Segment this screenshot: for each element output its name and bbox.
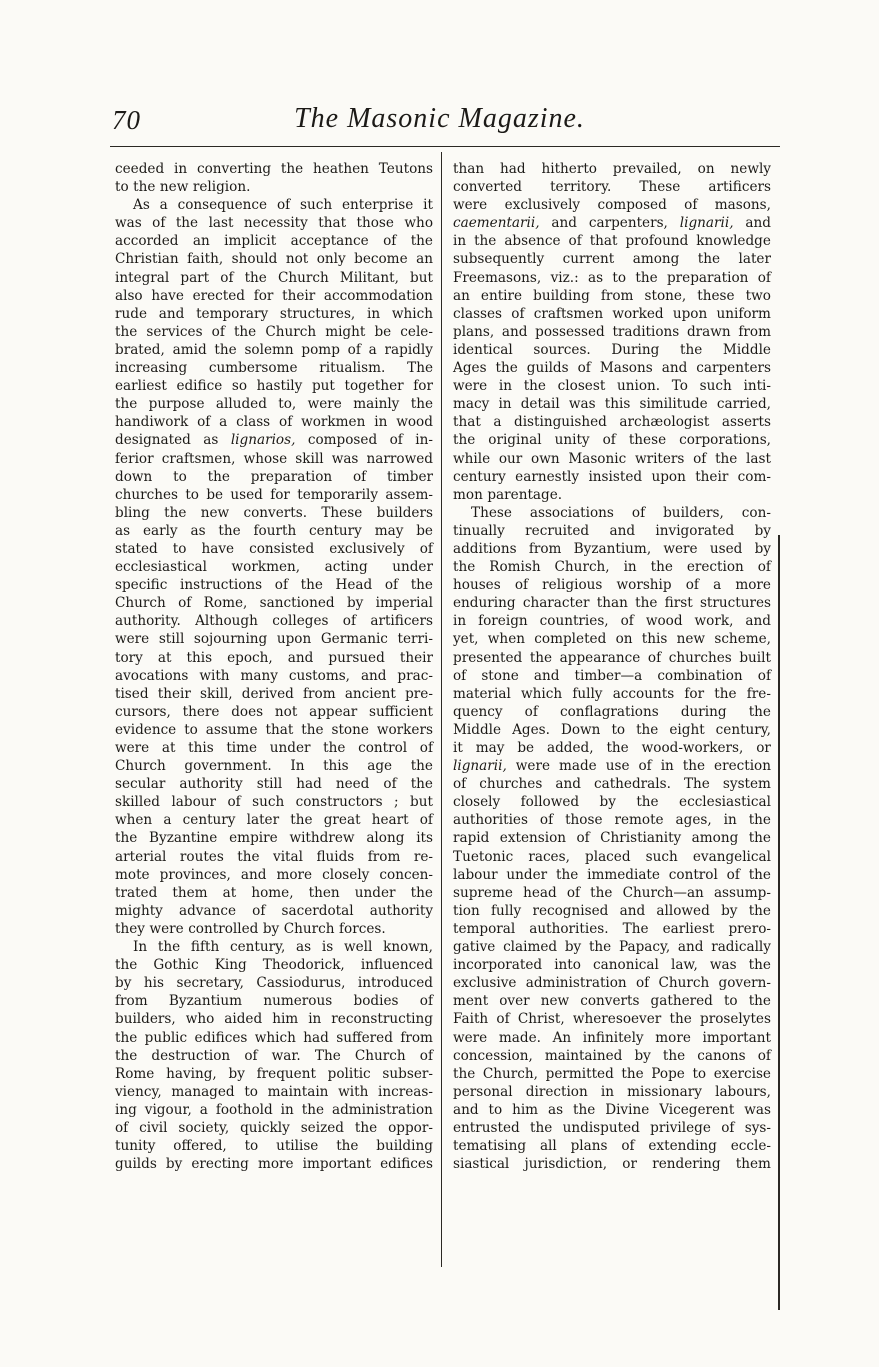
text-line: yet, when completed on this new scheme,: [453, 631, 771, 648]
text-line: lignarii, were made use of in the erection: [453, 758, 771, 775]
text-line: guilds by erecting more important edifices: [115, 1156, 433, 1173]
text-line: Rome having, by frequent politic subser-: [115, 1065, 433, 1082]
text-line: houses of religious worship of a more: [453, 577, 771, 594]
text-line: ecclesiastical workmen, acting under: [115, 559, 433, 576]
text-line: mon parentage.: [453, 486, 563, 503]
text-line: authority. Although colleges of artificers: [115, 613, 433, 630]
text-line: Faith of Christ, wheresoever the proselytes: [453, 1011, 771, 1028]
running-title: The Masonic Magazine.: [294, 103, 585, 134]
left-column: [115, 160, 433, 1173]
text-line: the Church, permitted the Pope to exercise: [453, 1065, 771, 1082]
text-line: rapid extension of Christianity among the: [453, 830, 771, 847]
text-line: ceeded in converting the heathen Teutons: [115, 161, 433, 177]
text-line: arterial routes the vital fluids from re-: [115, 848, 433, 865]
text-line: temporal authorities. The earliest prero-: [453, 920, 771, 937]
text-line: subsequently current among the later: [453, 251, 771, 268]
text-line: avocations with many customs, and prac-: [115, 667, 433, 684]
text-line: plans, and possessed traditions drawn from: [453, 323, 771, 340]
text-line: earliest edifice so hastily put together for: [115, 378, 433, 395]
text-line: bling the new converts. These builders: [115, 504, 433, 521]
text-line: integral part of the Church Militant, but: [115, 269, 433, 286]
text-line: enduring character than the first structures: [453, 595, 771, 612]
text-line: macy in detail was this similitude carried,: [453, 396, 771, 413]
text-line: they were controlled by Church forces.: [115, 920, 386, 937]
text-line: to the new religion.: [115, 179, 251, 196]
text-line: siastical jurisdiction, or rendering them: [453, 1156, 771, 1173]
text-line: mighty advance of sacerdotal authority: [115, 902, 433, 919]
text-line: trated them at home, then under the: [115, 884, 433, 901]
text-line: caementarii, and carpenters, lignarii, and: [453, 215, 771, 232]
text-line: were in the closest union. To such inti-: [453, 378, 771, 395]
text-line: while our own Masonic writers of the last: [453, 450, 771, 467]
text-line: identical sources. During the Middle: [453, 341, 771, 358]
text-line: churches to be used for temporarily assem-: [115, 486, 433, 503]
text-line: the public edifices which had suffered from: [115, 1029, 433, 1046]
text-line: cursors, there does not appear sufficient: [115, 703, 433, 720]
text-line: ing vigour, a foothold in the administration: [115, 1101, 433, 1118]
text-line: mote provinces, and more closely concen-: [115, 866, 433, 883]
page-number: 70: [112, 105, 141, 135]
text-line: viency, managed to maintain with increas-: [115, 1083, 433, 1100]
text-line: incorporated into canonical law, was the: [453, 957, 771, 974]
text-line: as early as the fourth century may be: [115, 522, 433, 539]
text-line: the original unity of these corporations,: [453, 432, 771, 449]
text-line: presented the appearance of churches built: [453, 649, 771, 666]
text-line: in the absence of that profound knowledge: [453, 233, 771, 250]
text-line: of civil society, quickly seized the oppor-: [115, 1119, 433, 1136]
text-line: In the fifth century, as is well known,: [133, 939, 433, 956]
text-line: Church of Rome, sanctioned by imperial: [115, 595, 433, 612]
text-line: These associations of builders, con-: [471, 504, 771, 521]
text-line: Ages the guilds of Masons and carpenters: [453, 360, 771, 377]
text-line: century earnestly insisted upon their com-: [453, 468, 771, 485]
text-line: specific instructions of the Head of the: [115, 577, 433, 594]
text-line: authorities of those remote ages, in the: [453, 812, 771, 829]
text-line: were still sojourning upon Germanic terri-: [115, 631, 433, 648]
text-line: personal direction in missionary labours,: [453, 1083, 771, 1100]
text-line: rude and temporary structures, in which: [115, 305, 433, 322]
text-line: tory at this epoch, and pursued their: [115, 649, 433, 666]
text-line: gative claimed by the Papacy, and radically: [453, 939, 771, 956]
text-line: brated, amid the solemn pomp of a rapidly: [115, 341, 433, 358]
text-line: material which fully accounts for the fre-: [453, 685, 771, 702]
text-line: of stone and timber—a combination of: [453, 667, 771, 684]
text-line: also have erected for their accommodation: [115, 287, 433, 304]
text-line: Christian faith, should not only become an: [115, 251, 433, 268]
text-line: the Byzantine empire withdrew along its: [115, 830, 433, 847]
text-line: tion fully recognised and allowed by the: [453, 902, 771, 919]
text-line: in foreign countries, of wood work, and: [453, 613, 771, 630]
text-line: ferior craftsmen, whose skill was narrowed: [115, 450, 433, 467]
text-line: accorded an implicit acceptance of the: [115, 233, 433, 250]
text-line: tematising all plans of extending eccle-: [453, 1138, 771, 1155]
text-line: concession, maintained by the canons of: [453, 1047, 771, 1064]
text-line: designated as lignarios, composed of in-: [115, 432, 433, 449]
margin-rule: [778, 535, 780, 1310]
text-line: when a century later the great heart of: [115, 812, 433, 829]
right-column: [453, 160, 771, 1173]
text-line: by his secretary, Cassiodurus, introduced: [115, 975, 433, 992]
text-line: Middle Ages. Down to the eight century,: [453, 721, 771, 738]
text-line: ment over new converts gathered to the: [453, 993, 771, 1010]
text-line: skilled labour of such constructors ; but: [115, 794, 433, 811]
text-line: stated to have consisted exclusively of: [115, 540, 433, 557]
text-line: the destruction of war. The Church of: [115, 1047, 433, 1064]
text-line: was of the last necessity that those who: [115, 215, 433, 232]
text-line: Church government. In this age the: [115, 758, 433, 775]
text-line: exclusive administration of Church govern-: [453, 975, 771, 992]
text-line: the Gothic King Theodorick, influenced: [115, 957, 433, 974]
text-line: closely followed by the ecclesiastical: [453, 794, 771, 811]
text-line: classes of craftsmen worked upon uniform: [453, 305, 771, 322]
text-line: Tuetonic races, placed such evangelical: [453, 848, 771, 865]
text-line: the purpose alluded to, were mainly the: [115, 396, 433, 413]
text-line: increasing cumbersome ritualism. The: [115, 360, 433, 377]
text-line: from Byzantium numerous bodies of: [115, 993, 433, 1010]
text-line: entrusted the undisputed privilege of sys-: [453, 1119, 771, 1136]
text-line: quency of conflagrations during the: [453, 703, 771, 720]
text-line: converted territory. These artificers: [453, 179, 771, 196]
text-line: were at this time under the control of: [115, 740, 433, 756]
text-line: labour under the immediate control of the: [453, 866, 771, 883]
column-divider: [441, 152, 442, 1267]
text-line: tunity offered, to utilise the building: [115, 1138, 433, 1155]
text-line: As a consequence of such enterprise it: [133, 197, 433, 214]
text-line: secular authority still had need of the: [115, 776, 433, 793]
header-rule: [110, 146, 780, 147]
text-line: builders, who aided him in reconstructing: [115, 1011, 433, 1028]
text-line: were made. An infinitely more important: [453, 1029, 771, 1046]
text-line: additions from Byzantium, were used by: [453, 540, 771, 557]
text-line: supreme head of the Church—an assump-: [453, 884, 771, 901]
text-line: and to him as the Divine Vicegerent was: [453, 1101, 771, 1118]
text-line: the Romish Church, in the erection of: [453, 559, 771, 576]
text-line: tised their skill, derived from ancient pre-: [115, 685, 433, 702]
text-line: Freemasons, viz.: as to the preparation of: [453, 269, 771, 286]
text-line: an entire building from stone, these two: [453, 287, 771, 304]
text-line: down to the preparation of timber: [115, 468, 433, 485]
text-line: it may be added, the wood-workers, or: [453, 740, 771, 756]
text-line: than had hitherto prevailed, on newly: [453, 161, 771, 177]
text-line: of churches and cathedrals. The system: [453, 776, 771, 793]
text-line: the services of the Church might be cele-: [115, 323, 433, 340]
text-line: evidence to assume that the stone workers: [115, 721, 433, 738]
text-line: handiwork of a class of workmen in wood: [115, 414, 433, 431]
text-line: were exclusively composed of masons,: [453, 197, 771, 214]
text-line: tinually recruited and invigorated by: [453, 522, 771, 539]
text-line: that a distinguished archæologist asserts: [453, 414, 771, 431]
